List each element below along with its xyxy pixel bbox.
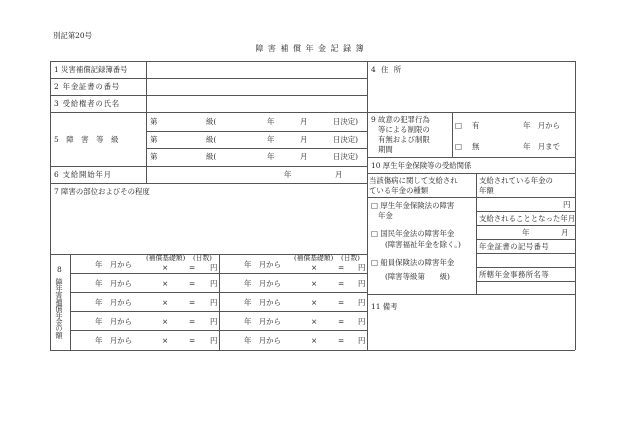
seaman-pension-option-line2: (障害等級第 級) bbox=[385, 272, 450, 281]
payment-start-year: 年 bbox=[284, 170, 292, 179]
payment-start-label: 6 支給開始年月 bbox=[54, 170, 112, 179]
pension-certificate-number-label: 2 年金証書の番号 bbox=[54, 82, 120, 91]
page-title: 障 害 補 償 年 金 記 録 簿 bbox=[255, 44, 365, 53]
restriction-from: 年 月から bbox=[523, 121, 560, 130]
address-label: 4 住 所 bbox=[371, 65, 403, 74]
payment-start-month: 月 bbox=[335, 170, 343, 179]
kosei-pension-option-line2: 年金 bbox=[378, 211, 393, 220]
seaman-pension-option-line1[interactable]: □ 船員保険法の障害年金 bbox=[371, 258, 455, 267]
base-amount-heading: (補償基礎額) bbox=[294, 254, 334, 262]
restriction-no-label: 無 bbox=[472, 142, 480, 151]
form-id: 別記第20号 bbox=[53, 31, 92, 40]
checkbox-restriction-no[interactable]: □ bbox=[455, 142, 462, 151]
restriction-yes-label: 有 bbox=[472, 121, 480, 130]
annuity-section-label: 障年害補償年金の額 bbox=[55, 278, 64, 339]
base-amount-heading: (補償基礎額) bbox=[146, 254, 186, 262]
remarks-label: 11 備考 bbox=[371, 302, 398, 311]
pension-cert-symbol-label: 年金証書の記号番号 bbox=[479, 242, 550, 251]
same-injury-pension-type-line1: 当該傷病に関して支給され bbox=[369, 176, 458, 185]
restriction-label-line2: 等による制限の bbox=[378, 125, 430, 134]
beneficiary-name-label: 3 受給権者の氏名 bbox=[54, 99, 120, 108]
payment-start-ym-year: 年 bbox=[522, 228, 530, 237]
annual-amount-yen: 円 bbox=[563, 200, 571, 209]
kokumin-pension-option-line1[interactable]: □ 国民年金法の障害年金 bbox=[371, 229, 455, 238]
disability-grade-label: 5 障 害 等 級 bbox=[54, 135, 122, 144]
paid-annual-amount-line2: 年額 bbox=[479, 186, 494, 195]
restriction-label-line4: 期間 bbox=[378, 145, 393, 154]
checkbox-restriction-yes[interactable]: □ bbox=[455, 121, 462, 130]
other-pension-label: 10 厚生年金保険等の受給関係 bbox=[371, 161, 472, 170]
kokumin-pension-option-line2: (障害福祉年金を除く。) bbox=[385, 240, 461, 249]
kosei-pension-option-line1[interactable]: □ 厚生年金保険法の障害 bbox=[371, 201, 455, 210]
disability-detail-label: 7 障害の部位およびその程度 bbox=[54, 187, 150, 196]
same-injury-pension-type-line2: ている年金の種類 bbox=[369, 186, 429, 195]
payment-start-ym-label: 支給されることとなった年月 bbox=[479, 214, 576, 223]
disaster-record-number-label: 1 災害補償記録簿番号 bbox=[54, 65, 128, 74]
restriction-label-line3: 有無および制限 bbox=[378, 135, 430, 144]
payment-start-ym-month: 月 bbox=[561, 228, 569, 237]
paid-annual-amount-line1: 支給されている年金の bbox=[479, 176, 553, 185]
restriction-to: 年 月まで bbox=[523, 142, 560, 151]
restriction-label-line1: 9 故意の犯罪行為 bbox=[371, 115, 430, 124]
days-heading: (日数) bbox=[193, 254, 212, 262]
days-heading: (日数) bbox=[341, 254, 360, 262]
pension-office-label: 所轄年金事務所名等 bbox=[479, 270, 550, 279]
annuity-section-number: 8 bbox=[57, 265, 62, 274]
